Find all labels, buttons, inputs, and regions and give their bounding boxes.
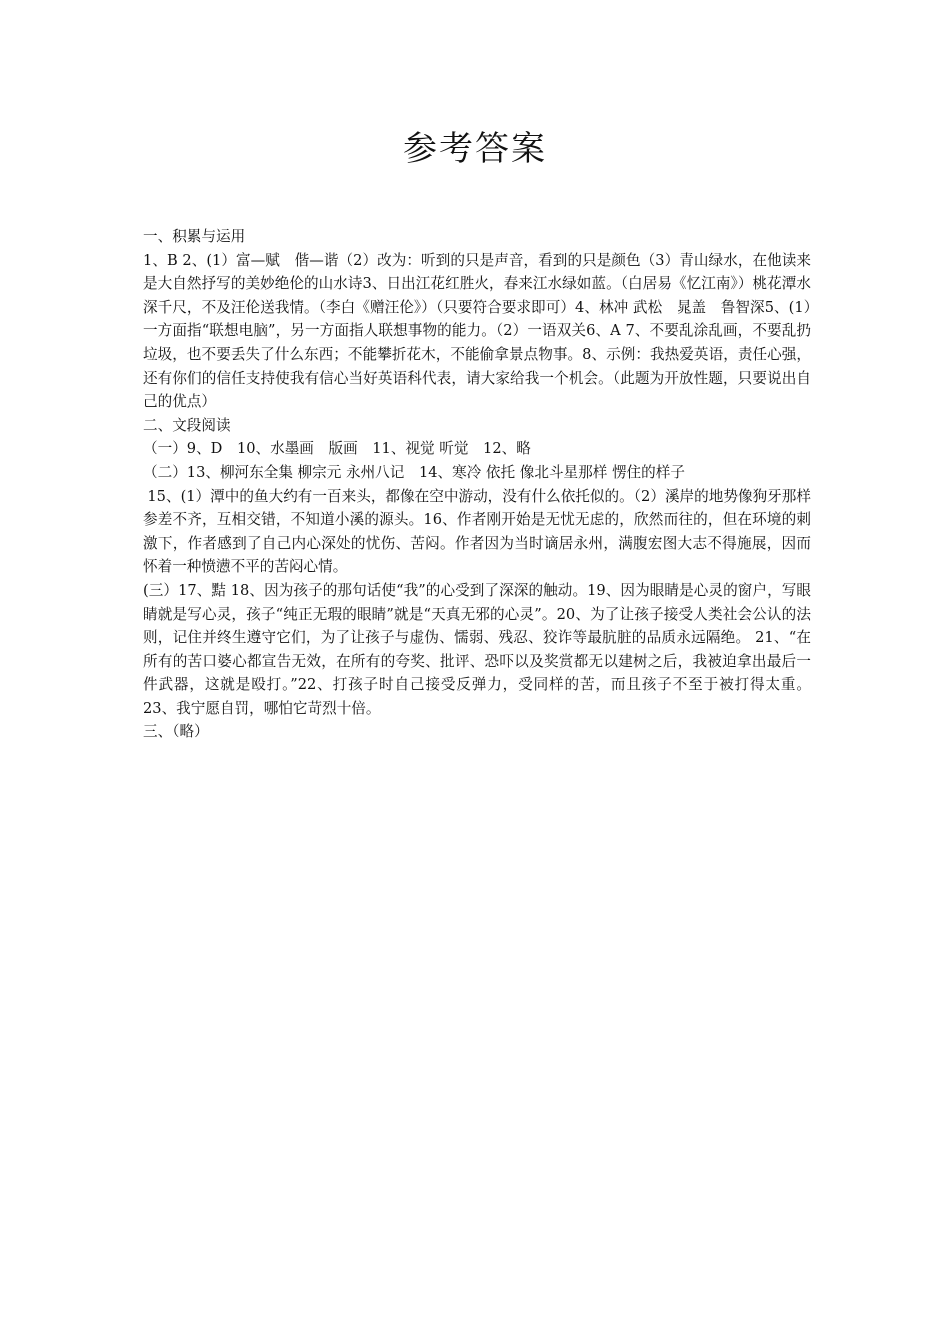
section-2-part-2-continued: 15、(1）潭中的鱼大约有一百来头，都像在空中游动，没有什么依托似的。（2）溪岸的地势像狗牙那样参差不齐，互相交错，不知道小溪的源头。16、作者刚开始是无忧无虑的，欣然而往的，但在环境的刺激下，作者感到了自己内心深处的忧伤、苦闷。作者因为当时谪居永州，满腹宏图大志不得施展，因而怀着一种愤懑不平的苦闷心情。 bbox=[143, 487, 811, 576]
section-heading-1: 一、积累与运用 bbox=[143, 228, 246, 245]
section-2-part-2: （二）13、柳河东全集 柳宗元 永州八记 14、寒冷 依托 像北斗星那样 愣住的样子 bbox=[143, 463, 685, 481]
section-heading-3: 三、（略） bbox=[143, 723, 209, 741]
section-2-part-1: （一）9、D 10、水墨画 版画 11、视觉 听觉 12、略 bbox=[143, 440, 531, 458]
section-heading-2: 二、文段阅读 bbox=[143, 416, 231, 434]
page-title: 参考答案 bbox=[403, 129, 547, 169]
answer-content bbox=[143, 225, 811, 744]
section-2-part-3: (三）17、黠 18、因为孩子的那句话使“我”的心受到了深深的触动。19、因为眼睛是心灵的窗户，写眼睛就是写心灵，孩子“纯正无瑕的眼睛”就是“天真无邪的心灵”。20、为了让孩子接受人类社会公认的法则，记住并终生遵守它们，为了让孩子与虚伪、懦弱、残忍、狡诈等最肮脏的品质永远隔绝。 21、“在所有的苦口婆心都宣告无效，在所有的夸奖、批评、恐吓以及奖赏都无以建树之后，我被迫拿出最后一件武器，这就是殴打。”22、打孩子时自己接受反弹力，受同样的苦，而且孩子不至于被打得太重。 23、我宁愿自罚，哪怕它苛烈十倍。 bbox=[143, 581, 811, 717]
section-1-answers: 1、B 2、(1）富—赋 偕—谐（2）改为：听到的只是声音，看到的只是颜色（3）青山绿水，在他读来是大自然抒写的美妙绝伦的山水诗3、日出江花红胜火，春来江水绿如蓝。（白居易《忆江南》）桃花潭水深千尺，不及汪伦送我情。（李白《赠汪伦》）（只要符合要求即可）4、林冲 武松 晁盖 鲁智深5、(1）一方面指“联想电脑”，另一方面指人联想事物的能力。（2）一语双关6、A 7、不要乱涂乱画，不要乱扔垃圾，也不要丢失了什么东西；不能攀折花木，不能偷拿景点物事。8、示例：我热爱英语，责任心强，还有你们的信任支持使我有信心当好英语科代表，请大家给我一个机会。（此题为开放性题，只要说出自己的优点） bbox=[143, 251, 811, 411]
